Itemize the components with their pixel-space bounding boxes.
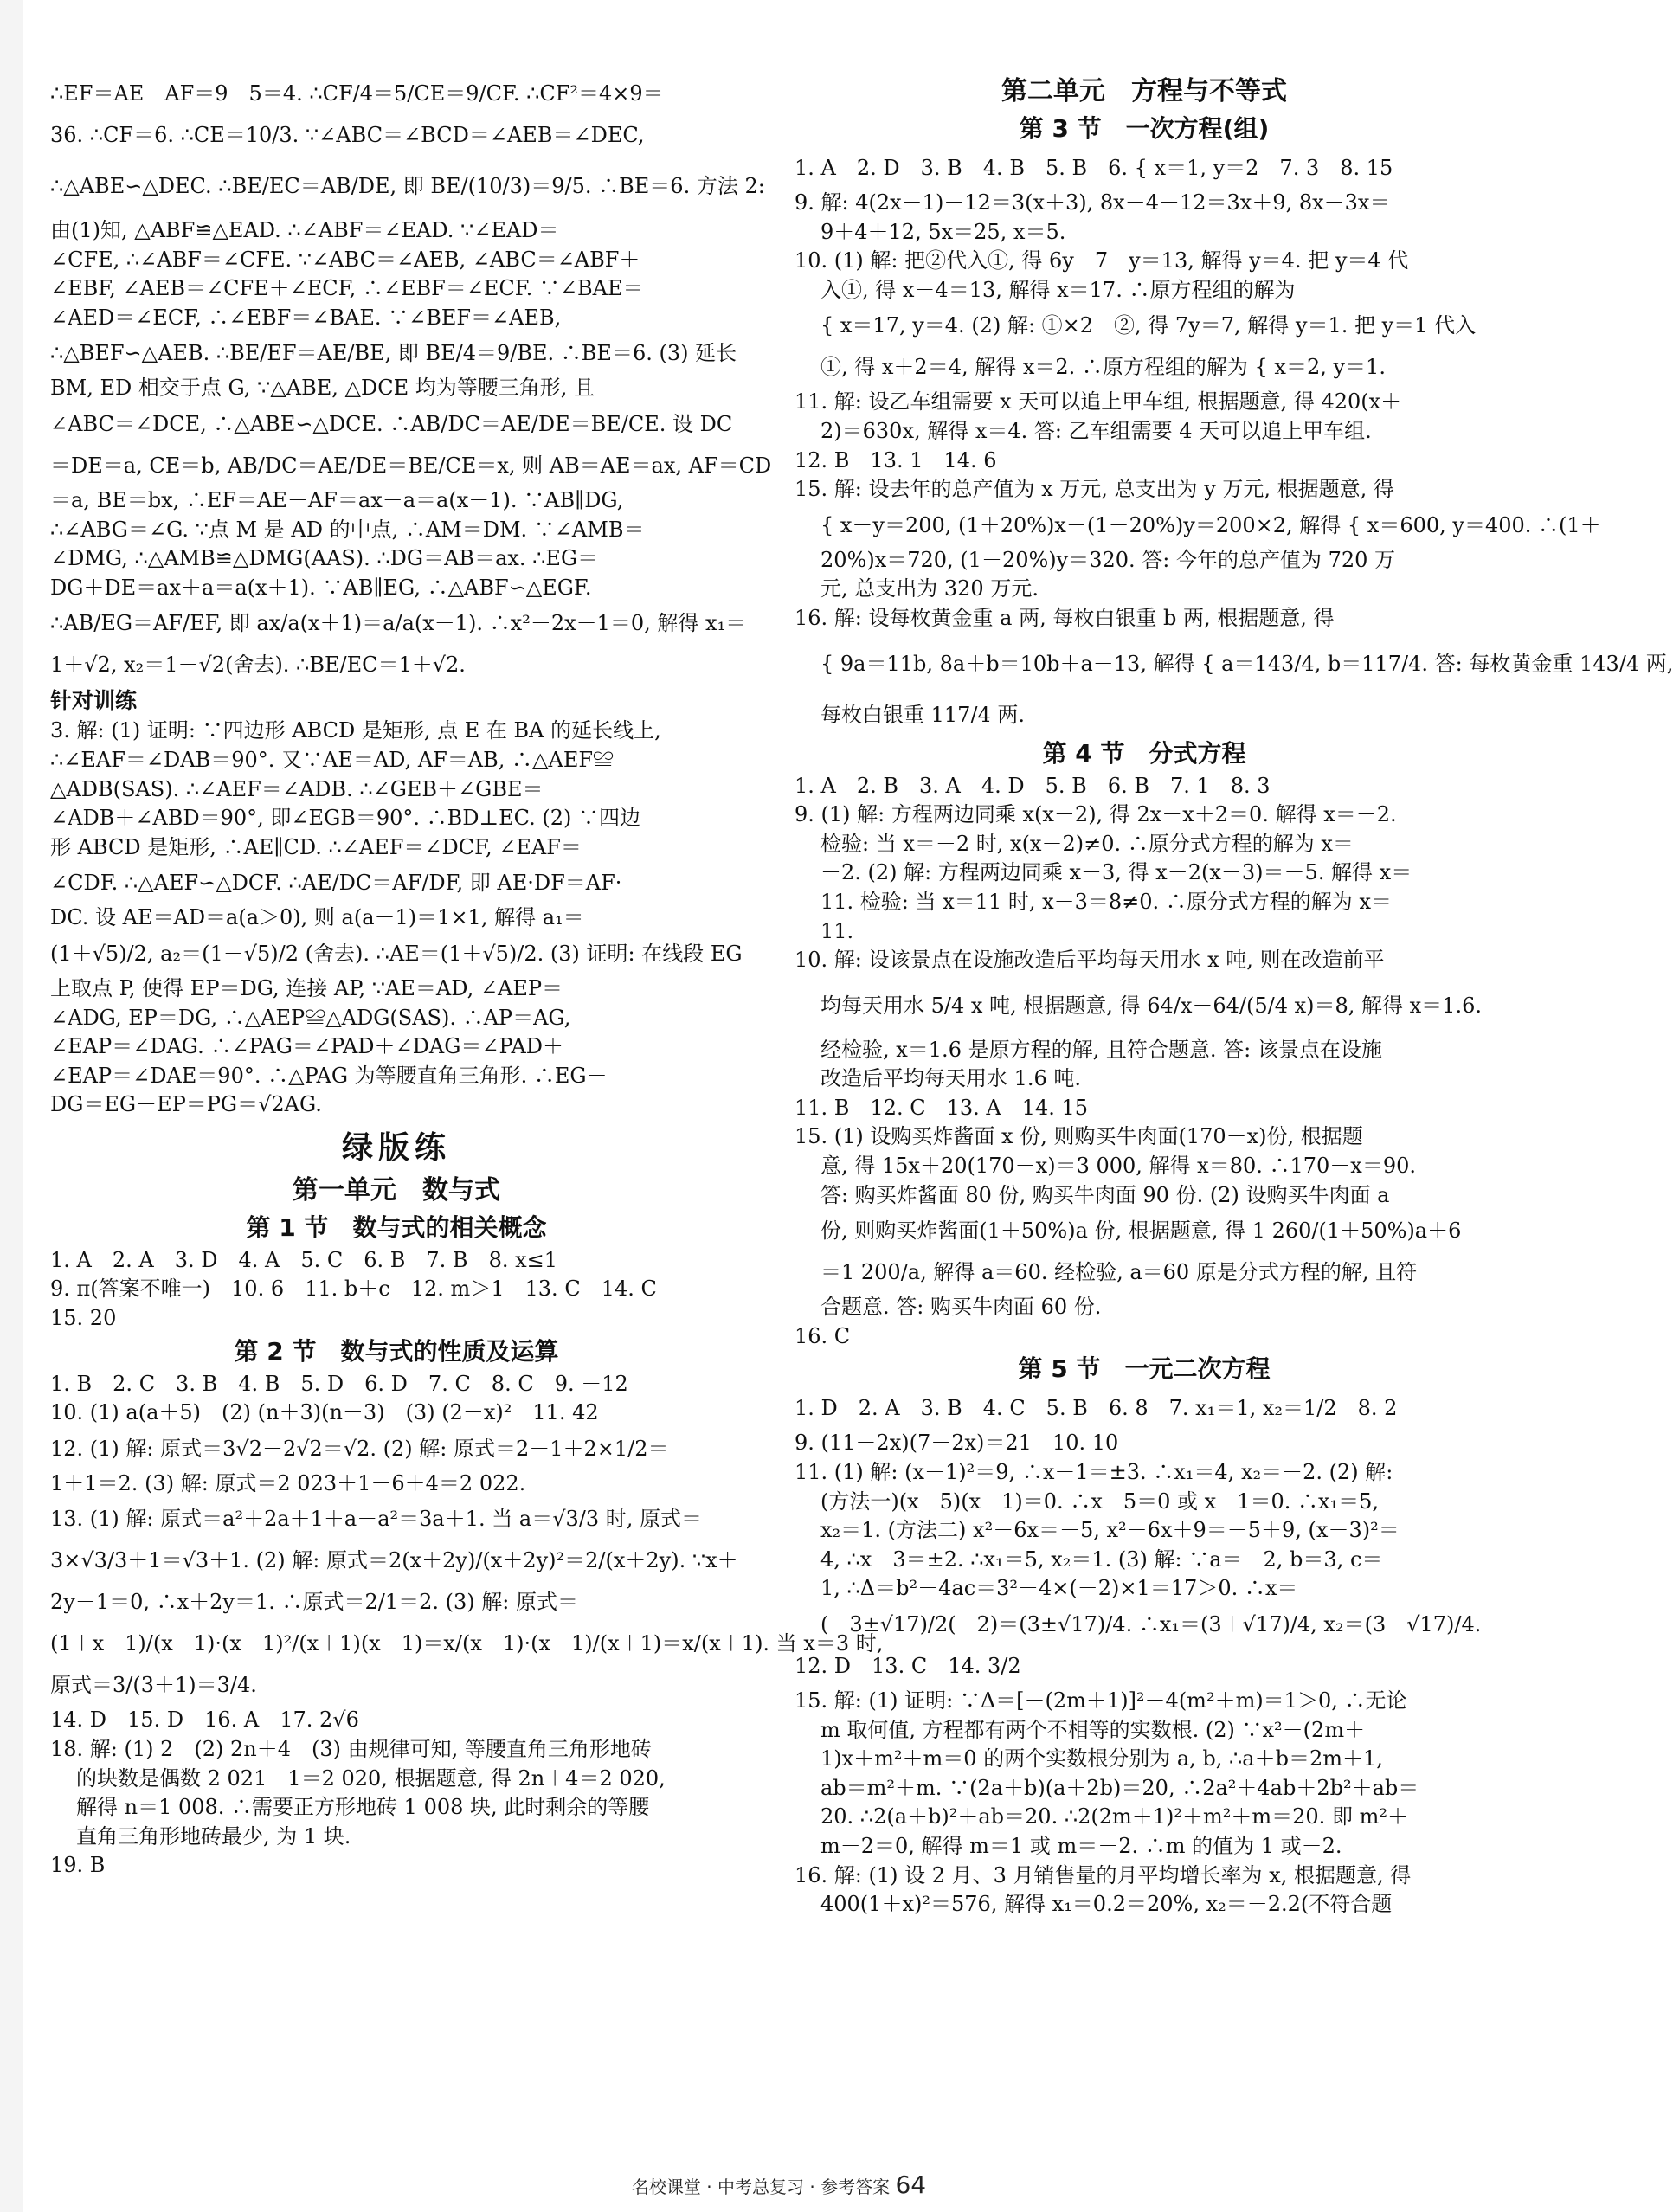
text-line: 12. B 13. 1 14. 6 xyxy=(795,447,997,473)
text-line: BM, ED 相交于点 G, ∵△ABE, △DCE 均为等腰三角形, 且 xyxy=(50,376,595,401)
text-line: 3. 解: (1) 证明: ∵四边形 ABCD 是矩形, 点 E 在 BA 的延长线上, xyxy=(50,718,661,743)
text-line: 12. (1) 解: 原式＝3√2－2√2＝√2. (2) 解: 原式＝2－1＋2×1/2＝ xyxy=(50,1436,669,1461)
text-line: 15. 20 xyxy=(50,1306,117,1331)
text-line: 9. (1) 解: 方程两边同乘 x(x－2), 得 2x－x＋2＝0. 解得 x＝－2. xyxy=(795,802,1397,827)
text-line: (1＋x－1)/(x－1)·(x－1)²/(x＋1)(x－1)＝x/(x－1)·(x－1)/(x＋1)＝x/(x＋1). 当 x＝3 时, xyxy=(50,1631,884,1656)
text-line: 意, 得 15x＋20(170－x)＝3 000, 解得 x＝80. ∴170－x＝90. xyxy=(820,1154,1417,1179)
section-answers xyxy=(50,1370,884,1881)
text-line: (方法一)(x－5)(x－1)＝0. ∴x－5＝0 或 x－1＝0. ∴x₁＝5, xyxy=(820,1489,1380,1514)
text-line: 18. 解: (1) 2 (2) 2n＋4 (3) 由规律可知, 等腰直角三角形地砖 xyxy=(50,1737,652,1762)
text-line: 10. (1) a(a＋5) (2) (n＋3)(n－3) (3) (2－x)² 11. 42 xyxy=(50,1400,599,1425)
text-line: ∠CDF. ∴△AEF∽△DCF. ∴AE/DC＝AF/DF, 即 AE·DF＝AF· xyxy=(50,871,622,896)
text-line: 检验: 当 x＝－2 时, x(x－2)≠0. ∴原分式方程的解为 x＝ xyxy=(820,831,1354,856)
text-line: 3×√3/3＋1＝√3＋1. (2) 解: 原式＝2(x＋2y)/(x＋2y)²＝2/(x＋2y). ∵x＋ xyxy=(50,1548,738,1573)
text-line: 每枚白银重 117/4 两. xyxy=(820,702,1026,727)
text-line: 16. 解: 设每枚黄金重 a 两, 每枚白银重 b 两, 根据题意, 得 xyxy=(795,605,1335,630)
text-line: (1＋√5)/2, a₂＝(1－√5)/2 (舍去). ∴AE＝(1＋√5)/2. (3) 证明: 在线段 EG xyxy=(50,941,743,966)
text-line: m 取何值, 方程都有两个不相等的实数根. (2) ∵x²－(2m＋ xyxy=(820,1717,1366,1742)
text-line: 形 ABCD 是矩形, ∴AE∥CD. ∴∠AEF＝∠DCF, ∠EAF＝ xyxy=(50,834,582,859)
text-line: DC. 设 AE＝AD＝a(a＞0), 则 a(a－1)＝1×1, 解得 a₁＝ xyxy=(50,905,584,930)
text-line: 13. (1) 解: 原式＝a²＋2a＋1＋a－a²＝3a＋1. 当 a＝√3/3 时, 原式＝ xyxy=(50,1507,702,1532)
text-line: 直角三角形地砖最少, 为 1 块. xyxy=(76,1823,351,1849)
text-line: ∴△ABE∽△DEC. ∴BE/EC＝AB/DE, 即 BE/(10/3)＝9/5. ∴BE＝6. 方法 2: xyxy=(50,174,765,198)
section-heading: 第 3 节 一次方程(组) xyxy=(1019,114,1270,143)
page-number: 64 xyxy=(895,2170,927,2199)
text-line: 4, ∴x－3＝±2. ∴x₁＝5, x₂＝1. (3) 解: ∵a＝－2, b＝3, c＝ xyxy=(820,1546,1383,1572)
text-line: 均每天用水 5/4 x 吨, 根据题意, 得 64/x－64/(5/4 x)＝8, 解得 x＝1.6. xyxy=(820,993,1482,1018)
section-answers xyxy=(795,1387,1494,1919)
section-heading-training: 针对训练 xyxy=(50,688,138,714)
text-line: 2y－1＝0, ∴x＋2y＝1. ∴原式＝2/1＝2. (3) 解: 原式＝ xyxy=(50,1590,579,1615)
text-line: ＝a, BE＝bx, ∴EF＝AE－AF＝ax－a＝a(x－1). ∵AB∥DG, xyxy=(50,487,624,512)
text-line: 11. 解: 设乙车组需要 x 天可以追上甲车组, 根据题意, 得 420(x＋ xyxy=(795,389,1402,415)
right-column xyxy=(795,73,1673,1919)
text-line: ∴△BEF∽△AEB. ∴BE/EF＝AE/BE, 即 BE/4＝9/BE. ∴BE＝6. (3) 延长 xyxy=(50,341,737,366)
text-line: m－2＝0, 解得 m＝1 或 m＝－2. ∴m 的值为 1 或－2. xyxy=(820,1833,1342,1858)
text-line: 16. C xyxy=(795,1323,851,1348)
footer-text: 名校课堂 · 中考总复习 · 参考答案 xyxy=(631,2177,891,2197)
text-line: 由(1)知, △ABF≌△EAD. ∴∠ABF＝∠EAD. ∵∠EAD＝ xyxy=(50,218,559,242)
text-line: ＝1 200/a, 解得 a＝60. 经检验, a＝60 原是分式方程的解, 且符 xyxy=(820,1260,1418,1285)
section-answers xyxy=(795,772,1494,1352)
section-heading: 第 5 节 一元二次方程 xyxy=(1018,1354,1271,1384)
text-line: 入①, 得 x－4＝13, 解得 x＝17. ∴原方程组的解为 xyxy=(820,277,1296,302)
text-line: ∴∠EAF＝∠DAB＝90°. 又∵AE＝AD, AF＝AB, ∴△AEF≌ xyxy=(50,747,614,772)
text-line: ∠EBF, ∠AEB＝∠CFE＋∠ECF, ∴∠EBF＝∠ECF. ∵∠BAE＝ xyxy=(50,276,644,301)
text-line: 9. 解: 4(2x－1)－12＝3(x＋3), 8x－4－12＝3x＋9, 8x－3x＝ xyxy=(795,190,1391,215)
page-footer xyxy=(606,2170,952,2199)
section-heading: 第 2 节 数与式的性质及运算 xyxy=(234,1336,559,1366)
text-line: 合题意. 答: 购买牛肉面 60 份. xyxy=(820,1295,1102,1320)
text-line: ∴∠ABG＝∠G. ∵点 M 是 AD 的中点, ∴AM＝DM. ∵∠AMB＝ xyxy=(50,517,645,542)
text-line: ab＝m²＋m. ∵(2a＋b)(a＋2b)＝20, ∴2a²＋4ab＋2b²＋ab＝ xyxy=(820,1775,1419,1800)
text-line: { 9a＝11b, 8a＋b＝10b＋a－13, 解得 { a＝143/4, b＝117/4. 答: 每枚黄金重 143/4 两, xyxy=(820,651,1673,676)
text-line: 元, 总支出为 320 万元. xyxy=(820,576,1039,601)
text-line: 10. (1) 解: 把②代入①, 得 6y－7－y＝13, 解得 y＝4. 把 y＝4 代 xyxy=(795,248,1409,273)
text-line: 9＋4＋12, 5x＝25, x＝5. xyxy=(820,219,1066,244)
text-line: －2. (2) 解: 方程两边同乘 x－3, 得 x－2(x－3)＝－5. 解得 x＝ xyxy=(820,860,1412,885)
text-line: ∠EAP＝∠DAE＝90°. ∴△PAG 为等腰直角三角形. ∴EG－ xyxy=(50,1063,608,1088)
text-line: 12. D 13. C 14. 3/2 xyxy=(795,1654,1021,1678)
text-line: 36. ∴CF＝6. ∴CE＝10/3. ∵∠ABC＝∠BCD＝∠AEB＝∠DEC, xyxy=(50,123,645,147)
text-line: 9. (11－2x)(7－2x)＝21 10. 10 xyxy=(795,1431,1119,1456)
text-line: 14. D 15. D 16. A 17. 2√6 xyxy=(50,1707,359,1733)
text-line: ∠EAP＝∠DAG. ∴∠PAG＝∠PAD＋∠DAG＝∠PAD＋ xyxy=(50,1034,564,1059)
left-binding-strip xyxy=(0,0,23,2212)
text-line: { x＝17, y＝4. (2) 解: ①×2－②, 得 7y＝7, 解得 y＝1. 把 y＝1 代入 xyxy=(820,313,1477,338)
text-line: 份, 则购买炸酱面(1＋50%)a 份, 根据题意, 得 1 260/(1＋50%)a＋6 xyxy=(820,1219,1462,1244)
unit-heading: 第二单元 方程与不等式 xyxy=(1001,76,1287,106)
text-line: 上取点 P, 使得 EP＝DG, 连接 AP, ∵AE＝AD, ∠AEP＝ xyxy=(50,975,563,1000)
text-line: 400(1＋x)²＝576, 解得 x₁＝0.2＝20%, x₂＝－2.2(不符合题 xyxy=(820,1892,1393,1917)
text-line: x₂＝1. (方法二) x²－6x＝－5, x²－6x＋9＝－5＋9, (x－3)²＝ xyxy=(820,1518,1400,1543)
unit-heading: 第一单元 数与式 xyxy=(293,1174,500,1206)
text-line: ∠ABC＝∠DCE, ∴△ABE∽△DCE. ∴AB/DC＝AE/DE＝BE/CE. 设 DC xyxy=(50,411,733,436)
text-line: ＝DE＝a, CE＝b, AB/DC＝AE/DE＝BE/CE＝x, 则 AB＝AE＝ax, AF＝CD xyxy=(50,453,772,478)
text-line: 经检验, x＝1.6 是原方程的解, 且符合题意. 答: 该景点在设施 xyxy=(820,1037,1382,1062)
text-line: 1＋√2, x₂＝1－√2(舍去). ∴BE/EC＝1＋√2. xyxy=(50,653,466,678)
training-solution xyxy=(50,717,743,1120)
text-line: 11. 检验: 当 x＝11 时, x－3＝8≠0. ∴原分式方程的解为 x＝ xyxy=(820,889,1392,914)
green-practice-title: 绿版练 xyxy=(341,1129,451,1166)
text-line: 原式＝3/(3＋1)＝3/4. xyxy=(50,1673,257,1698)
text-line: 1, ∴Δ＝b²－4ac＝3²－4×(－2)×1＝17＞0. ∴x＝ xyxy=(820,1576,1298,1601)
text-line: 11. (1) 解: (x－1)²＝9, ∴x－1＝±3. ∴x₁＝4, x₂＝－2. (2) 解: xyxy=(795,1460,1393,1485)
text-line: 15. (1) 设购买炸酱面 x 份, 则购买牛肉面(170－x)份, 根据题 xyxy=(795,1124,1363,1149)
text-line: 16. 解: (1) 设 2 月、3 月销售量的月平均增长率为 x, 根据题意, 得 xyxy=(795,1862,1412,1887)
section-heading: 第 4 节 分式方程 xyxy=(1042,738,1246,768)
text-line: 改造后平均每天用水 1.6 吨. xyxy=(820,1066,1082,1091)
text-line: ∴EF＝AE－AF＝9－5＝4. ∴CF/4＝5/CE＝9/CF. ∴CF²＝4×9＝ xyxy=(50,81,664,106)
text-line: 1. D 2. A 3. B 4. C 5. B 6. 8 7. x₁＝1, x₂＝1/2 8. 2 xyxy=(795,1396,1398,1421)
text-line: 9. π(答案不唯一) 10. 6 11. b＋c 12. m＞1 13. C 14. C xyxy=(50,1276,657,1302)
text-line: { x－y＝200, (1＋20%)x－(1－20%)y＝200×2, 解得 { x＝600, y＝400. ∴(1＋ xyxy=(820,512,1601,537)
text-line: 1. B 2. C 3. B 4. B 5. D 6. D 7. C 8. C 9. －12 xyxy=(50,1371,628,1396)
text-line: △ADB(SAS). ∴∠AEF＝∠ADB. ∴∠GEB＋∠GBE＝ xyxy=(50,776,544,801)
text-line: ①, 得 x＋2＝4, 解得 x＝2. ∴原方程组的解为 { x＝2, y＝1. xyxy=(820,355,1386,380)
text-line: ∠ADG, EP＝DG, ∴△AEP≌△ADG(SAS). ∴AP＝AG, xyxy=(50,1005,571,1030)
text-line: 15. 解: (1) 证明: ∵Δ＝[－(2m＋1)]²－4(m²＋m)＝1＞0, ∴无论 xyxy=(795,1688,1407,1713)
text-line: ∠CFE, ∴∠ABF＝∠CFE. ∵∠ABC＝∠AEB, ∠ABC＝∠ABF＋ xyxy=(50,247,640,272)
text-line: 10. 解: 设该景点在设施改造后平均每天用水 x 吨, 则在改造前平 xyxy=(795,948,1385,973)
solution-continued xyxy=(50,73,772,685)
text-line: 1. A 2. D 3. B 4. B 5. B 6. { x＝1, y＝2 7. 3 8. 15 xyxy=(795,156,1393,180)
section-heading: 第 1 节 数与式的相关概念 xyxy=(246,1212,547,1242)
text-line: 2)＝630x, 解得 x＝4. 答: 乙车组需要 4 天可以追上甲车组. xyxy=(820,418,1372,443)
text-line: ∠ADB＋∠ABD＝90°, 即∠EGB＝90°. ∴BD⊥EC. (2) ∵四边 xyxy=(50,806,641,831)
text-line: 15. 解: 设去年的总产值为 x 万元, 总支出为 y 万元, 根据题意, 得 xyxy=(795,477,1394,502)
text-line: 20%)x＝720, (1－20%)y＝320. 答: 今年的总产值为 720 万 xyxy=(820,547,1396,572)
text-line: 11. xyxy=(820,918,854,943)
section-answers xyxy=(50,1246,743,1334)
text-line: ∠DMG, ∴△AMB≌△DMG(AAS). ∴DG＝AB＝ax. ∴EG＝ xyxy=(50,546,599,571)
text-line: (－3±√17)/2(－2)＝(3±√17)/4. ∴x₁＝(3＋√17)/4, x₂＝(3－√17)/4. xyxy=(820,1612,1482,1636)
text-line: 解得 n＝1 008. ∴需要正方形地砖 1 008 块, 此时剩余的等腰 xyxy=(76,1795,650,1820)
text-line: 1＋1＝2. (3) 解: 原式＝2 023＋1－6＋4＝2 022. xyxy=(50,1470,526,1495)
text-line: ∴AB/EG＝AF/EF, 即 ax/a(x＋1)＝a/a(x－1). ∴x²－2x－1＝0, 解得 x₁＝ xyxy=(50,611,747,636)
text-line: 1. A 2. B 3. A 4. D 5. B 6. B 7. 1 8. 3 xyxy=(795,773,1271,798)
text-line: 19. B xyxy=(50,1853,106,1878)
text-line: 11. B 12. C 13. A 14. 15 xyxy=(795,1095,1089,1120)
text-line: DG＋DE＝ax＋a＝a(x＋1). ∵AB∥EG, ∴△ABF∽△EGF. xyxy=(50,575,592,600)
text-line: 答: 购买炸酱面 80 份, 购买牛肉面 90 份. (2) 设购买牛肉面 a xyxy=(820,1182,1390,1207)
text-line: 20. ∴2(a＋b)²＋ab＝20. ∴2(2m＋1)²＋m²＋m＝20. 即 m²＋ xyxy=(820,1804,1408,1829)
text-line: ∠AED＝∠ECF, ∴∠EBF＝∠BAE. ∵∠BEF＝∠AEB, xyxy=(50,305,562,330)
text-line: 1. A 2. A 3. D 4. A 5. C 6. B 7. B 8. x≤1 xyxy=(50,1247,558,1272)
section-answers xyxy=(795,147,1673,736)
text-line: 的块数是偶数 2 021－1＝2 020, 根据题意, 得 2n＋4＝2 020, xyxy=(76,1765,666,1791)
text-line: 1)x＋m²＋m＝0 的两个实数根分别为 a, b, ∴a＋b＝2m＋1, xyxy=(820,1746,1383,1772)
text-line: DG＝EG－EP＝PG＝√2AG. xyxy=(50,1092,322,1117)
